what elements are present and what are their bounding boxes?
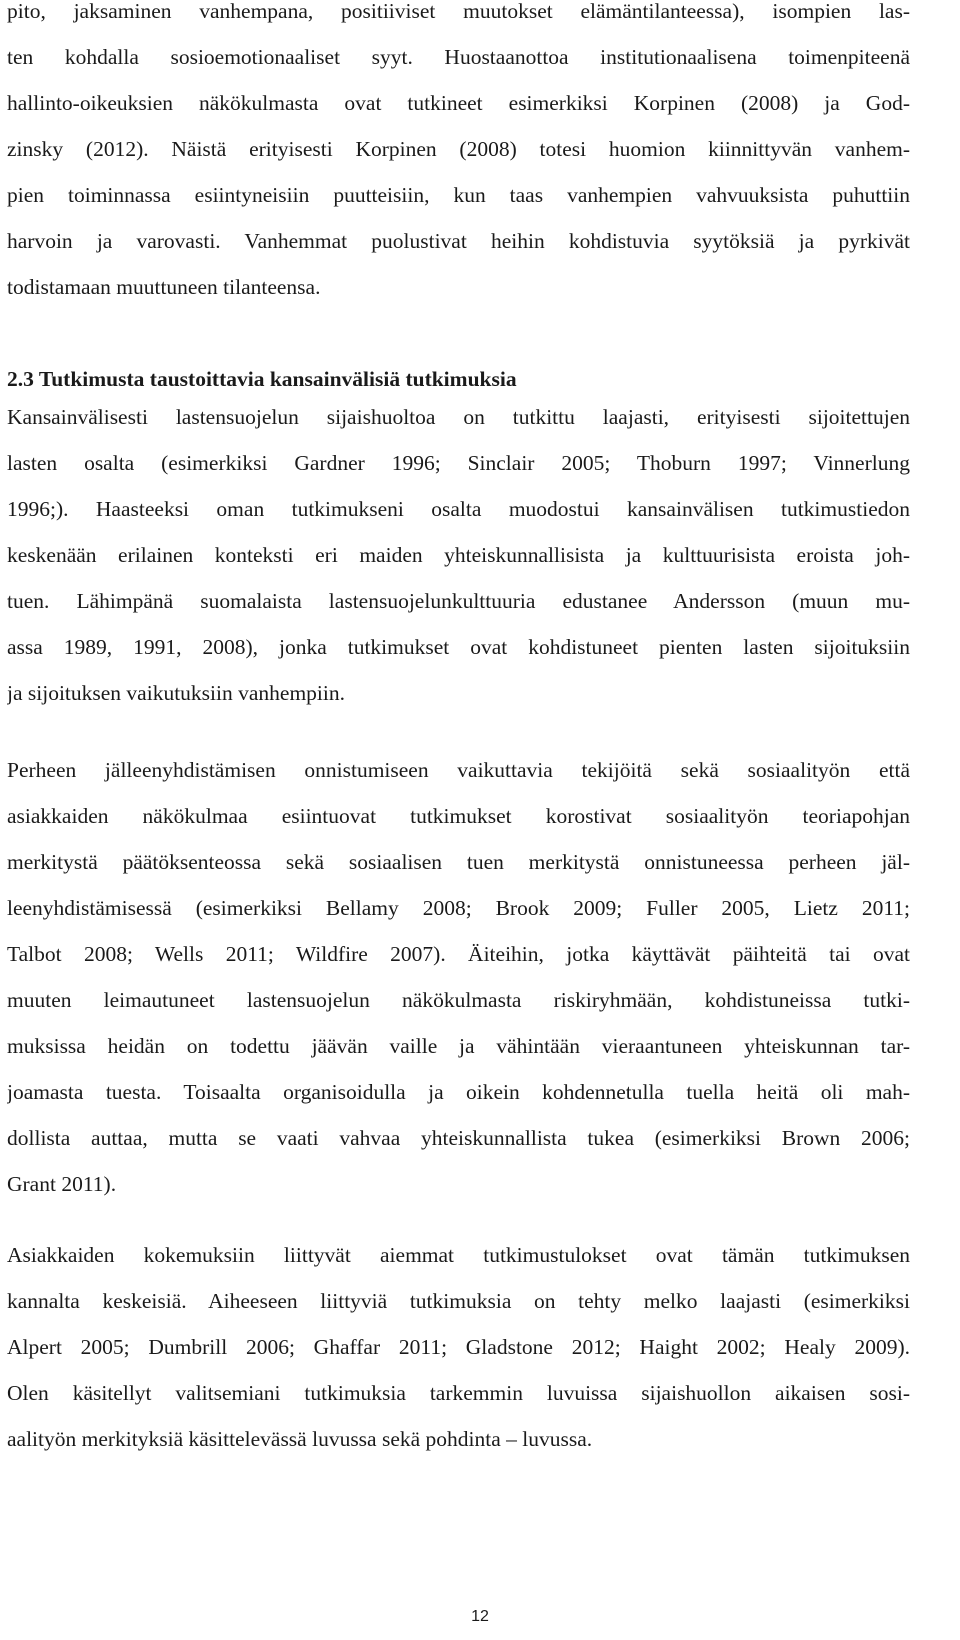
text-line: aalityön merkityksiä käsittelevässä luvussa sekä pohdinta – luvussa. bbox=[7, 1427, 593, 1451]
paragraph-1 bbox=[7, 394, 910, 716]
text-line: keskenään erilainen konteksti eri maiden yhteiskunnallisista ja kulttuurisista eroista joh- bbox=[7, 543, 910, 567]
text-line: merkitystä päätöksenteossa sekä sosiaalisen tuen merkitystä onnistuneessa perheen jäl- bbox=[7, 850, 910, 874]
text-line: lasten osalta (esimerkiksi Gardner 1996; Sinclair 2005; Thoburn 1997; Vinnerlung bbox=[7, 451, 910, 475]
text-line: Olen käsitellyt valitsemiani tutkimuksia tarkemmin luvuissa sijaishuollon aikaisen sosi- bbox=[7, 1381, 910, 1405]
text-line: muksissa heidän on todettu jäävän vaille ja vähintään vieraantuneen yhteiskunnan tar- bbox=[7, 1034, 910, 1058]
text-line: leenyhdistämisessä (esimerkiksi Bellamy 2008; Brook 2009; Fuller 2005, Lietz 2011; bbox=[7, 896, 910, 920]
text-line: kannalta keskeisiä. Aiheeseen liittyviä tutkimuksia on tehty melko laajasti (esimerkiksi bbox=[7, 1289, 910, 1313]
text-line: muuten leimautuneet lastensuojelun näkökulmasta riskiryhmään, kohdistuneissa tutki- bbox=[7, 988, 910, 1012]
text-line: Alpert 2005; Dumbrill 2006; Ghaffar 2011; Gladstone 2012; Haight 2002; Healy 2009). bbox=[7, 1335, 910, 1359]
text-line: ja sijoituksen vaikutuksiin vanhempiin. bbox=[7, 681, 345, 705]
text-line: asiakkaiden näkökulmaa esiintuovat tutkimukset korostivat sosiaalityön teoriapohjan bbox=[7, 804, 910, 828]
text-line: hallinto-oikeuksien näkökulmasta ovat tutkineet esimerkiksi Korpinen (2008) ja God- bbox=[7, 91, 910, 115]
text-line: Grant 2011). bbox=[7, 1172, 117, 1196]
text-line: pito, jaksaminen vanhempana, positiiviset muutokset elämäntilanteessa), isompien las- bbox=[7, 0, 910, 23]
section-heading: 2.3 Tutkimusta taustoittavia kansainvälisiä tutkimuksia bbox=[7, 367, 517, 391]
text-line: zinsky (2012). Näistä erityisesti Korpinen (2008) totesi huomion kiinnittyvän vanhem- bbox=[7, 137, 910, 161]
text-line: dollista auttaa, mutta se vaati vahvaa yhteiskunnallista tukea (esimerkiksi Brown 2006; bbox=[7, 1126, 910, 1150]
text-line: Asiakkaiden kokemuksiin liittyvät aiemmat tutkimustulokset ovat tämän tutkimuksen bbox=[7, 1243, 910, 1267]
text-line: 1996;). Haasteeksi oman tutkimukseni osalta muodostui kansainvälisen tutkimustiedon bbox=[7, 497, 910, 521]
text-line: joamasta tuesta. Toisaalta organisoidulla ja oikein kohdennetulla tuella heitä oli mah- bbox=[7, 1080, 910, 1104]
text-line: assa 1989, 1991, 2008), jonka tutkimukset ovat kohdistuneet pienten lasten sijoituksiin bbox=[7, 635, 910, 659]
text-line: todistamaan muuttuneen tilanteensa. bbox=[7, 275, 321, 299]
text-line: harvoin ja varovasti. Vanhemmat puolustivat heihin kohdistuvia syytöksiä ja pyrkivät bbox=[7, 229, 910, 253]
text-line: tuen. Lähimpänä suomalaista lastensuojelunkulttuuria edustanee Andersson (muun mu- bbox=[7, 589, 910, 613]
text-line: pien toiminnassa esiintyneisiin puutteisiin, kun taas vanhempien vahvuuksista puhuttiin bbox=[7, 183, 910, 207]
paragraph-3 bbox=[7, 1232, 910, 1462]
text-line: ten kohdalla sosioemotionaaliset syyt. Huostaanottoa institutionaalisena toimenpiteenä bbox=[7, 45, 910, 69]
text-line: Perheen jälleenyhdistämisen onnistumiseen vaikuttavia tekijöitä sekä sosiaalityön että bbox=[7, 758, 910, 782]
paragraph-top bbox=[7, 0, 910, 310]
page-number: 12 bbox=[471, 1608, 489, 1625]
paragraph-2 bbox=[7, 747, 910, 1207]
text-line: Talbot 2008; Wells 2011; Wildfire 2007). Äiteihin, jotka käyttävät päihteitä tai ovat bbox=[7, 942, 910, 966]
text-line: Kansainvälisesti lastensuojelun sijaishuoltoa on tutkittu laajasti, erityisesti sijoitettujen bbox=[7, 405, 910, 429]
